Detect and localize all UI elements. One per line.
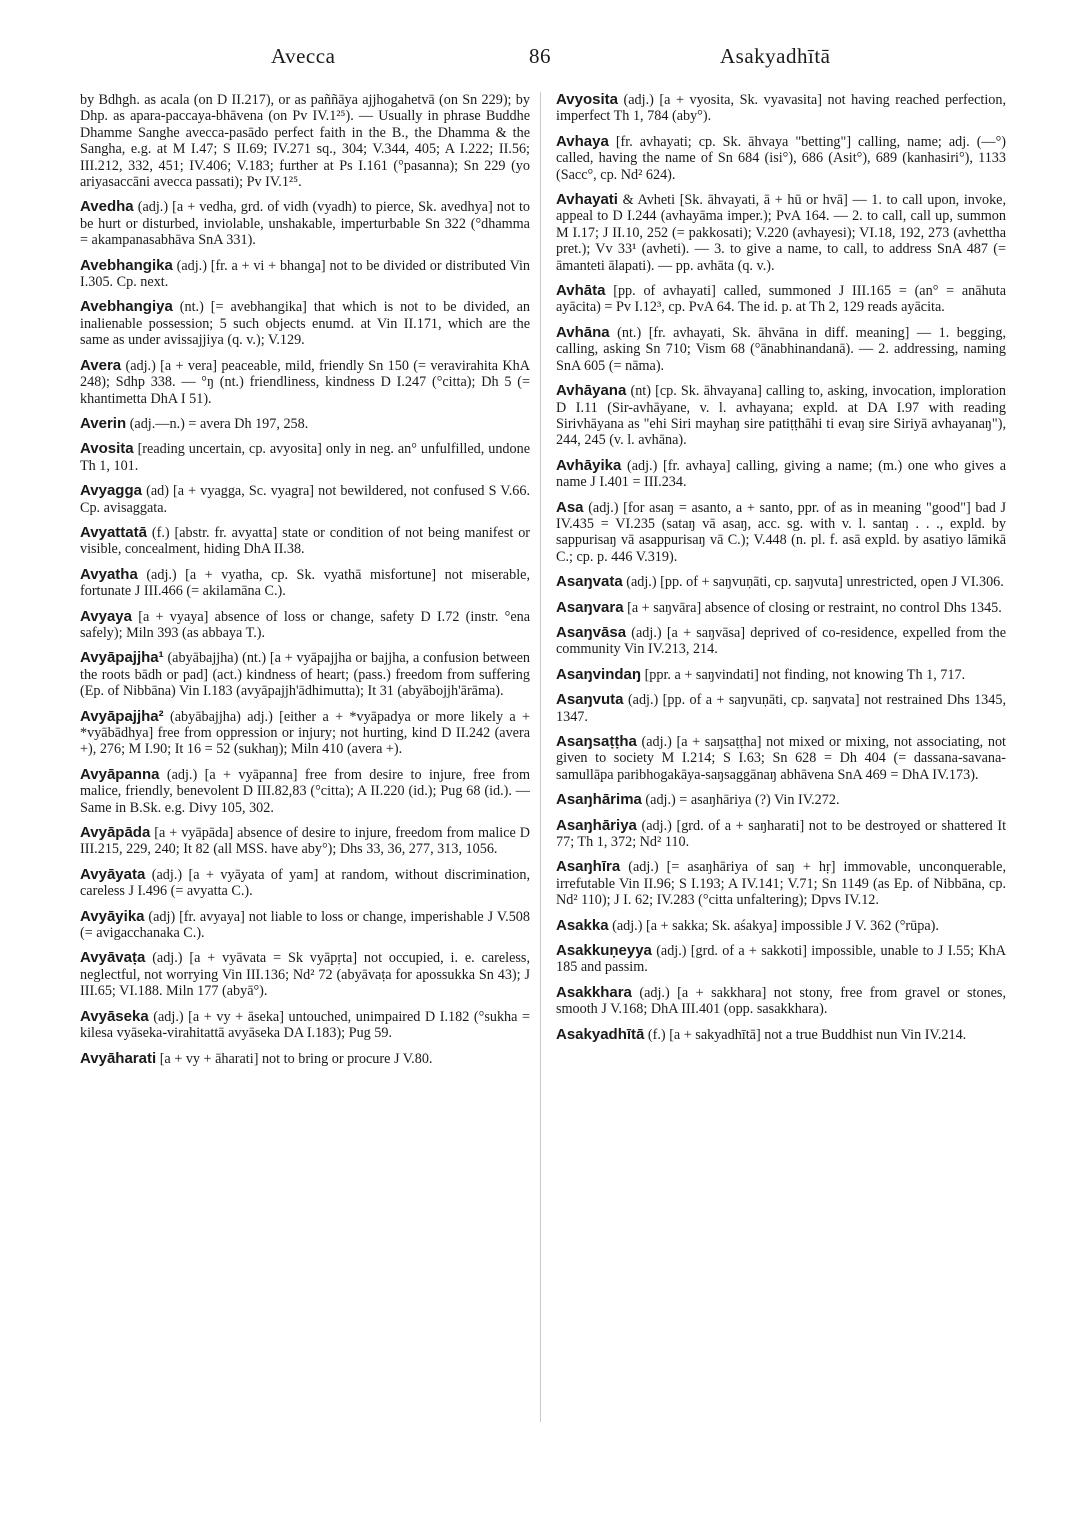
entry-headword: Avyāpāda [80, 824, 151, 842]
dictionary-entry [556, 92, 1006, 125]
entry-headword: Asakkhara [556, 983, 632, 1001]
entry-definition: [a + vy + āharati] not to bring or procure J V.80. [159, 1050, 433, 1067]
entry-definition: (adj.) [pp. of a + saŋvuṇāti, cp. saŋvata] not restrained Dhs 1345, 1347. [556, 692, 1006, 725]
entry-definition: & Avheti [Sk. āhvayati, ā + hū or hvā] — 1. to call upon, invoke, appeal to D I.244 (avhayāma imper.); PvA 164. — 2. to call, call up, summon M I.17; J II.10, 252 (= pakkosati); V.220 (avhayesi); VI.18, 192, 273 (avhettha pret.); Vv 33¹ (avheti). — 3. to give a name, to call, to address SnA 487 (= āmanteti ālapati). — pp. avhāta (q. v.). [556, 192, 1007, 274]
entry-headword: Avhayati [556, 191, 618, 209]
dictionary-entry [80, 483, 530, 516]
entry-definition: (nt.) [fr. avhayati, Sk. āhvāna in diff. meaning] — 1. begging, calling, asking Sn 710; Vism 68 (°ānabhinandanā). — 2. addressing, naming SnA 605 (= nāma). [556, 324, 1007, 374]
dictionary-entry [80, 416, 530, 432]
dictionary-entry [556, 859, 1006, 908]
dictionary-entry [556, 943, 1006, 976]
entry-definition: (ad) [a + vyagga, Sc. vyagra] not bewildered, not confused S V.66. Cp. avisaggata. [80, 483, 530, 516]
entry-headword: Asaŋhāriya [556, 816, 637, 834]
entry-headword: Avyāpanna [80, 765, 160, 783]
entry-definition: (adj.) [a + vera] peaceable, mild, friendly Sn 150 (= veravirahita KhA 248); Sdhp 338. — °ŋ (nt.) friendliness, kindness D I.247 (°citta); Dh 5 (= khantimetta DhA I 51). [80, 357, 530, 407]
entry-definition: (nt) [cp. Sk. āhvayana] calling to, asking, invocation, imploration D I.11 (Sir-avhāyane, v. l. avhayana; expld. at DA I.97 with reading Sirivhāyana as "ehi Siri mayhaŋ sire patiṭṭhāhi ti evaŋ sire Siriyā avhayanaŋ"), 244, 245 (v. l. avhāna). [556, 383, 1006, 449]
dictionary-entry [556, 192, 1006, 274]
entry-headword: Asaŋvata [556, 573, 623, 591]
dictionary-entry [556, 600, 1006, 616]
dictionary-entry [80, 525, 530, 558]
dictionary-entry [80, 567, 530, 600]
entry-headword: Asaŋhārima [556, 791, 642, 809]
entry-definition: (adj.) [a + saŋsaṭṭha] not mixed or mixing, not associating, not given to society M I.214; S I.63; Sn 628 = Dh 404 (= dassana-savana-samullāpa paribhogakāya-saŋsaggānaŋ abhāvena SnA 469 = DhA IV.173). [556, 734, 1006, 783]
dictionary-entry [556, 734, 1006, 783]
entry-definition: (adj.) [fr. a + vi + bhanga] not to be divided or distributed Vin I.305. Cp. next. [80, 257, 530, 291]
dictionary-entry [556, 818, 1006, 851]
dictionary-entry [556, 134, 1006, 183]
entry-definition: [pp. of avhayati] called, summoned J III.165 = (an° = anāhuta ayācita) = Pv I.12³, cp. PvA 64. The id. p. at Th 2, 129 reads ayācita. [556, 283, 1006, 316]
entry-headword: Asaŋvuta [556, 691, 624, 709]
entry-definition: (adj.) [grd. of a + sakkoti] impossible, unable to J I.55; KhA 185 and passim. [556, 943, 1006, 976]
entry-definition: [a + saŋvāra] absence of closing or restraint, no control Dhs 1345. [627, 599, 1002, 616]
entry-headword: Avyāyika [80, 907, 145, 925]
entry-definition: (adj.) [a + vyatha, cp. Sk. vyathā misfortune] not miserable, fortunate J III.466 (= akilamāna C.). [80, 566, 530, 600]
dictionary-entry [80, 650, 530, 699]
entry-headword: Avebhangika [80, 256, 173, 274]
dictionary-entry [80, 709, 530, 758]
entry-headword: Avyatha [80, 565, 138, 583]
entry-definition: (nt.) [= avebhangika] that which is not to be divided, an inalienable possession; 5 such objects enumd. at Vin II.171, which are the same as under avissajjiya (q. v.); V.129. [80, 299, 531, 349]
dictionary-entry [556, 692, 1006, 725]
page-number: 86 [529, 44, 551, 68]
dictionary-entry [80, 609, 530, 642]
entry-definition: (adj) [fr. avyaya] not liable to loss or change, imperishable J V.508 (= avigacchanaka C.). [80, 908, 530, 942]
entry-definition: (adj.) [a + sakkhara] not stony, free from gravel or stones, smooth J V.168; DhA III.401 (opp. sasakkhara). [556, 984, 1007, 1018]
entry-definition: (adj.—n.) = avera Dh 197, 258. [129, 415, 309, 432]
entry-headword: Avyāseka [80, 1007, 149, 1025]
entry-headword: Asa [556, 498, 584, 516]
entry-definition: [reading uncertain, cp. avyosita] only in neg. an° unfulfilled, undone Th 1, 101. [80, 441, 531, 474]
entry-definition: (adj.) [a + vyosita, Sk. vyavasita] not having reached perfection, imperfect Th 1, 784 (aby°). [556, 92, 1006, 125]
entry-headword: Asakka [556, 916, 609, 934]
entry-definition: (adj.) [grd. of a + saŋharati] not to be destroyed or shattered It 77; Th 1, 372; Nd² 110. [556, 817, 1007, 851]
right-column [556, 92, 1006, 1052]
entry-headword: Avhaya [556, 132, 609, 150]
entry-definition: (abyābajjha) (nt.) [a + vyāpajjha or bajjha, a confusion between the roots bādh or pad] (act.) kindness of heart; (pass.) freedom from suffering (Ep. of Nibbāna) Vin I.183 (avyāpajjh'ādhimutta); It 31 (abyābojjh'ārāma). [80, 650, 531, 700]
entry-headword: Avhāta [556, 282, 606, 300]
dictionary-entry [556, 792, 1006, 808]
dictionary-entry [80, 1009, 530, 1042]
dictionary-entry [556, 325, 1006, 374]
dictionary-entry [556, 500, 1006, 566]
dictionary-entry [556, 283, 1006, 316]
entry-headword: Avyattatā [80, 523, 147, 541]
dictionary-entry [556, 574, 1006, 590]
entry-definition: by Bdhgh. as acala (on D II.217), or as paññāya ajjhogahetvā (on Sn 229); by Dhp. as apara-paccaya-bhāvena (on Pv IV.1²⁵). — Usually in phrase Buddhe Dhamme Sanghe avecca-pasādo perfect faith in the B., the Dhamma & the Sangha, e.g. at M I.47; S II.69; IV.271 sq., 304; V.344, 405; A I.222; II.56; III.212, 332, 451; IV.406; V.183; further at Ps I.161 (°pasanna); Sn 229 (yo ariyasaccāni avecca passati); Pv IV.1²⁵. [80, 92, 530, 191]
dictionary-entry [80, 441, 530, 474]
dictionary-entry [556, 383, 1006, 449]
entry-definition: (f.) [abstr. fr. avyatta] state or condition of not being manifest or visible, concealment, hiding DhA II.38. [80, 524, 531, 558]
entry-headword: Asaŋhīra [556, 858, 621, 876]
entry-definition: (adj.) [for asaŋ = asanto, a + santo, ppr. of as in meaning "good"] bad J IV.435 = VI.235 (sataŋ vā asaŋ, acc. sg. with v. l. santaŋ . . ., expld. by sappurisaŋ vā asappurisaŋ vā C.); V.448 (n. pl. f. asā expld. by asatiyo lāmikā C.; cp. p. 446 V.319). [556, 499, 1007, 565]
entry-definition: [a + vyaya] absence of loss or change, safety D I.72 (instr. °ena safely); Miln 393 (as abbaya T.). [80, 608, 531, 641]
entry-definition: (f.) [a + sakyadhītā] not a true Buddhist nun Vin IV.214. [647, 1026, 967, 1043]
entry-definition: [fr. avhayati; cp. Sk. āhvaya "betting"] calling, name; adj. (—°) called, having the name of Sn 684 (isi°), 686 (Asit°), 689 (kanhasiri°), 1133 (Sacc°, cp. Nd² 624). [556, 133, 1007, 183]
dictionary-entry [556, 985, 1006, 1018]
dictionary-entry [556, 625, 1006, 658]
entry-definition: (adj.) [a + saŋvāsa] deprived of co-residence, expelled from the community Vin IV.213, 214. [556, 624, 1006, 658]
running-head-last-word: Asakyadhītā [720, 44, 831, 68]
entry-headword: Avedha [80, 198, 134, 216]
entry-definition: (adj.) [a + vyāpanna] free from desire to injure, free from malice, friendly, benevolent D III.82,83 (°citta); A II.220 (id.); Pug 68 (id.). — Same in B.Sk. e.g. Divy 105, 302. [80, 766, 530, 816]
dictionary-entry [80, 299, 530, 348]
entry-definition: (adj.) [a + sakka; Sk. aśakya] impossible J V. 362 (°rūpa). [612, 917, 939, 934]
entry-definition: (adj.) [pp. of + saŋvuṇāti, cp. saŋvuta] unrestricted, open J VI.306. [626, 574, 1004, 591]
entry-headword: Avosita [80, 440, 134, 458]
entry-headword: Avebhangiya [80, 298, 173, 316]
entry-headword: Asaŋvāsa [556, 623, 627, 641]
entry-definition: [a + vyāpāda] absence of desire to injure, freedom from malice D III.215, 229, 240; It 82 (all MSS. have aby°); Dhs 33, 36, 277, 313, 1056. [80, 825, 531, 858]
entry-definition: (adj.) [fr. avhaya] calling, giving a name; (m.) one who gives a name J I.401 = III.234. [556, 457, 1007, 491]
entry-definition: (adj.) [a + vedha, grd. of vidh (vyadh) to pierce, Sk. avedhya] not to be hurt or disturbed, inviolable, unshakable, imperturbable Sn 322 (°dhamma = akampanasabhāva SnA 331). [80, 199, 530, 249]
entry-headword: Asaŋvara [556, 598, 624, 616]
entry-headword: Avyagga [80, 482, 142, 500]
dictionary-entry [80, 258, 530, 291]
entry-headword: Asaŋvindaŋ [556, 665, 642, 683]
dictionary-entry [80, 909, 530, 942]
entry-headword: Asakkuṇeyya [556, 942, 652, 960]
entry-headword: Avyāvaṭa [80, 949, 146, 967]
running-head-first-word: Avecca [271, 44, 336, 68]
column-divider [540, 92, 541, 1422]
entry-definition: [ppr. a + saŋvindati] not finding, not knowing Th 1, 717. [644, 666, 966, 683]
entry-headword: Avhāyika [556, 456, 622, 474]
dictionary-entry [80, 358, 530, 407]
dictionary-entry [556, 918, 1006, 934]
dictionary-entry [556, 667, 1006, 683]
entry-headword: Avera [80, 356, 122, 374]
dictionary-entry [80, 825, 530, 858]
dictionary-entry [80, 867, 530, 900]
dictionary-entry [556, 458, 1006, 491]
dictionary-entry [80, 92, 530, 190]
entry-headword: Avyāyata [80, 865, 146, 883]
entry-definition: (adj.) [= asaŋhāriya of saŋ + hṛ] immovable, unconquerable, irrefutable Vin II.96; S I.193; A IV.141; V.71; Sn 1149 (as Ep. of Nibbāna, cp. Nd² 110); J I. 62; IV.283 (°citta unfaltering); Dpvs IV.12. [556, 859, 1006, 909]
dictionary-entry [80, 950, 530, 999]
entry-headword: Avyosita [556, 91, 618, 108]
entry-definition: (adj.) [a + vyāyata of yam] at random, without discrimination, careless J I.496 (= avyatta C.). [80, 866, 531, 900]
running-head [78, 44, 1036, 74]
dictionary-entry [80, 199, 530, 248]
dictionary-entry [556, 1027, 1006, 1043]
dictionary-entry [80, 1051, 530, 1067]
entry-headword: Asaŋsaṭṭha [556, 733, 637, 750]
entry-headword: Avyaya [80, 607, 132, 625]
entry-headword: Asakyadhītā [556, 1025, 645, 1043]
entry-definition: (adj.) [a + vyāvata = Sk vyāpṛta] not occupied, i. e. careless, neglectful, not worrying Vin III.136; Nd² 72 (abyāvaṭa for apossukka Sn 43); J III.65; VI.188. Miln 177 (abyā°). [80, 950, 530, 1000]
entry-headword: Averin [80, 414, 127, 432]
left-column [80, 92, 530, 1076]
entry-definition: (adj.) = asaŋhāriya (?) Vin IV.272. [645, 792, 840, 809]
entry-headword: Avyāpajjha¹ [80, 649, 164, 667]
entry-headword: Avyāharati [80, 1049, 157, 1067]
entry-headword: Avhāyana [556, 382, 627, 400]
entry-headword: Avyāpajjha² [80, 707, 164, 725]
entry-headword: Avhāna [556, 323, 610, 341]
dictionary-entry [80, 767, 530, 816]
entry-definition: (adj.) [a + vy + āseka] untouched, unimpaired D I.182 (°sukha = kilesa vyāseka-virahitattā avyāseka DA I.183); Pug 59. [80, 1008, 531, 1042]
entry-definition: (abyābajjha) adj.) [either a + *vyāpadya or more likely a + *vyābādhya] free from oppression or injury; not hurting, kind D II.242 (avera +), 276; M I.90; It 16 = 52 (sukhaŋ); Miln 410 (avera +). [80, 708, 531, 758]
